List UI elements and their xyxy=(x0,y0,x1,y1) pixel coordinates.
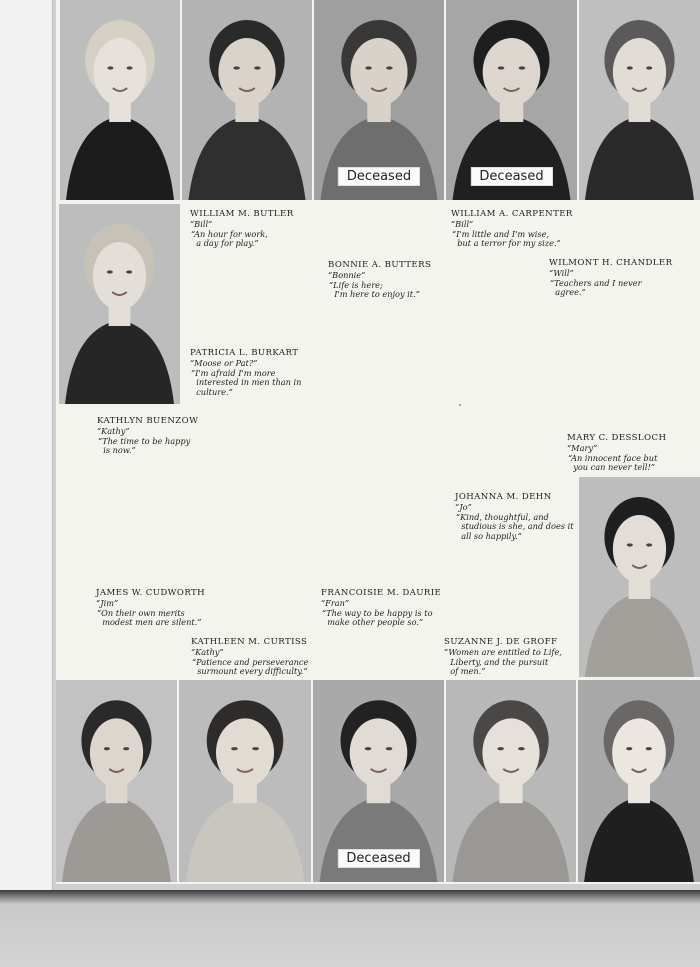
portrait-patricia-burkart xyxy=(59,204,180,404)
left-eye xyxy=(626,747,632,750)
student-quote-line: Liberty, and the pursuit xyxy=(445,656,549,667)
student-nickname: “Women are entitled to Life, xyxy=(444,647,562,657)
deceased-badge: Deceased xyxy=(470,167,552,186)
caption-buenzow xyxy=(97,416,198,456)
student-name: WILLIAM A. CARPENTER xyxy=(451,209,573,219)
portrait-image xyxy=(578,680,700,882)
student-quote-line: “On their own merits xyxy=(97,607,185,618)
student-name: BONNIE A. BUTTERS xyxy=(328,260,432,270)
student-name: JAMES W. CUDWORTH xyxy=(96,588,206,598)
face xyxy=(93,242,146,310)
deceased-badge: Deceased xyxy=(337,849,419,868)
student-quote-line: “Life is here; xyxy=(329,279,383,290)
right-eye xyxy=(519,66,526,69)
student-quote-line: is now.” xyxy=(98,445,136,455)
deceased-badge: Deceased xyxy=(338,167,420,186)
student-name: JOHANNA M. DEHN xyxy=(455,492,552,502)
left-eye xyxy=(365,66,372,69)
left-eye xyxy=(104,747,110,750)
face xyxy=(483,38,541,106)
portrait-bottom-3 xyxy=(313,680,444,882)
student-quote-line: “The time to be happy xyxy=(98,435,191,446)
face xyxy=(218,38,275,106)
student-quote-line: surmount every difficulty.” xyxy=(192,666,308,676)
right-eye xyxy=(254,66,261,69)
caption-dehn xyxy=(455,492,574,541)
student-quote-line: “The way to be happy is to xyxy=(322,607,433,618)
student-nickname: “Bill” xyxy=(451,219,474,229)
scanner-margin-bottom xyxy=(0,890,700,967)
portrait-top-1 xyxy=(60,0,180,200)
student-nickname: “Bonnie” xyxy=(328,270,366,280)
student-name: WILMONT H. CHANDLER xyxy=(549,258,673,268)
student-quote-line: studious is she, and does it xyxy=(456,521,574,531)
left-eye xyxy=(107,270,113,273)
student-quote-line: “Patience and perseverance xyxy=(192,656,309,667)
student-quote-line: of men.” xyxy=(445,666,486,676)
student-quote-line: you can never tell!” xyxy=(568,462,655,472)
student-quote-line: culture.” xyxy=(191,386,233,397)
scanner-margin-left xyxy=(0,0,53,890)
right-eye xyxy=(252,747,259,750)
student-name: MARY C. DESSLOCH xyxy=(567,433,667,443)
student-name: FRANCOISIE M. DAURIE xyxy=(321,588,442,598)
student-nickname: “Fran” xyxy=(321,598,350,608)
caption-dessloch xyxy=(567,433,666,473)
student-nickname: “Will” xyxy=(549,268,574,278)
caption-curtiss xyxy=(191,637,308,677)
caption-butler xyxy=(190,209,294,249)
face xyxy=(613,515,666,583)
right-eye xyxy=(646,66,652,69)
portrait-image xyxy=(179,680,311,882)
student-name: WILLIAM M. BUTLER xyxy=(190,209,294,219)
student-quote-line: modest men are silent.” xyxy=(97,617,202,627)
student-name: PATRICIA L. BURKART xyxy=(190,348,299,358)
paper-speck xyxy=(459,404,461,406)
student-quote-line: “An hour for work, xyxy=(191,228,268,239)
portrait-image xyxy=(579,477,700,677)
student-quote-line: a day for play.” xyxy=(191,238,259,248)
student-name: SUZANNE J. DE GROFF xyxy=(444,637,558,647)
caption-daurie xyxy=(321,588,441,628)
portrait-top-3 xyxy=(314,0,444,200)
left-eye xyxy=(231,747,238,750)
portrait-bottom-2 xyxy=(179,680,311,882)
caption-carpenter xyxy=(451,209,573,249)
student-nickname: “Kathy” xyxy=(191,647,224,657)
right-eye xyxy=(123,747,129,750)
caption-burkart xyxy=(190,348,301,397)
right-eye xyxy=(386,66,393,69)
face xyxy=(350,718,408,787)
student-name: KATHLYN BUENZOW xyxy=(97,416,199,426)
left-eye xyxy=(498,66,505,69)
face xyxy=(482,718,539,787)
student-quote-line: “Kind, thoughtful, and xyxy=(456,511,549,522)
student-nickname: “Mary” xyxy=(567,443,598,453)
portrait-image xyxy=(60,0,180,200)
left-eye xyxy=(365,747,372,750)
right-eye xyxy=(127,66,133,69)
portrait-bottom-4 xyxy=(446,680,576,882)
caption-chandler xyxy=(549,258,672,298)
portrait-bottom-1 xyxy=(56,680,177,882)
student-quote-line: “An innocent face but xyxy=(568,452,658,463)
right-eye xyxy=(386,747,393,750)
student-quote-line: agree.” xyxy=(550,287,586,297)
right-eye xyxy=(126,270,132,273)
student-nickname: “Kathy” xyxy=(97,426,130,436)
student-quote-line: make other people so.” xyxy=(322,617,424,627)
face xyxy=(612,718,666,787)
right-eye xyxy=(646,747,652,750)
student-nickname: “Jo” xyxy=(455,502,472,512)
face xyxy=(216,718,274,787)
face xyxy=(94,38,147,106)
portrait-image xyxy=(579,0,700,200)
student-nickname: “Moose or Pat?” xyxy=(190,358,258,368)
portrait-top-2 xyxy=(182,0,312,200)
caption-butters xyxy=(328,260,431,300)
left-eye xyxy=(627,66,633,69)
left-eye xyxy=(107,66,113,69)
student-nickname: “Jim” xyxy=(96,598,119,608)
face xyxy=(90,718,143,787)
portrait-image xyxy=(446,680,576,882)
student-quote-line: interested in men than in xyxy=(191,377,302,387)
student-quote-line: but a terror for my size.” xyxy=(452,238,561,248)
portrait-image xyxy=(56,680,177,882)
caption-cudworth xyxy=(96,588,205,628)
student-name: KATHLEEN M. CURTISS xyxy=(191,637,308,647)
right-eye xyxy=(518,747,525,750)
portrait-image xyxy=(59,204,180,404)
student-quote-line: “I'm little and I'm wise, xyxy=(452,228,550,239)
student-quote-line: all so happily.” xyxy=(456,530,522,541)
portrait-top-4 xyxy=(446,0,577,200)
right-eye xyxy=(646,543,652,546)
left-eye xyxy=(233,66,240,69)
portrait-top-5 xyxy=(579,0,700,200)
left-eye xyxy=(497,747,504,750)
left-eye xyxy=(627,543,633,546)
student-quote-line: I'm here to enjoy it.” xyxy=(329,289,420,299)
portrait-mary-dessloch xyxy=(579,477,700,677)
student-quote-line: “Teachers and I never xyxy=(550,277,642,288)
face xyxy=(350,38,407,106)
portrait-bottom-5 xyxy=(578,680,700,882)
student-quote-line: “I'm afraid I'm more xyxy=(191,367,276,378)
portrait-image xyxy=(182,0,312,200)
face xyxy=(613,38,666,106)
student-nickname: “Bill” xyxy=(190,219,213,229)
caption-degroff xyxy=(444,637,562,677)
